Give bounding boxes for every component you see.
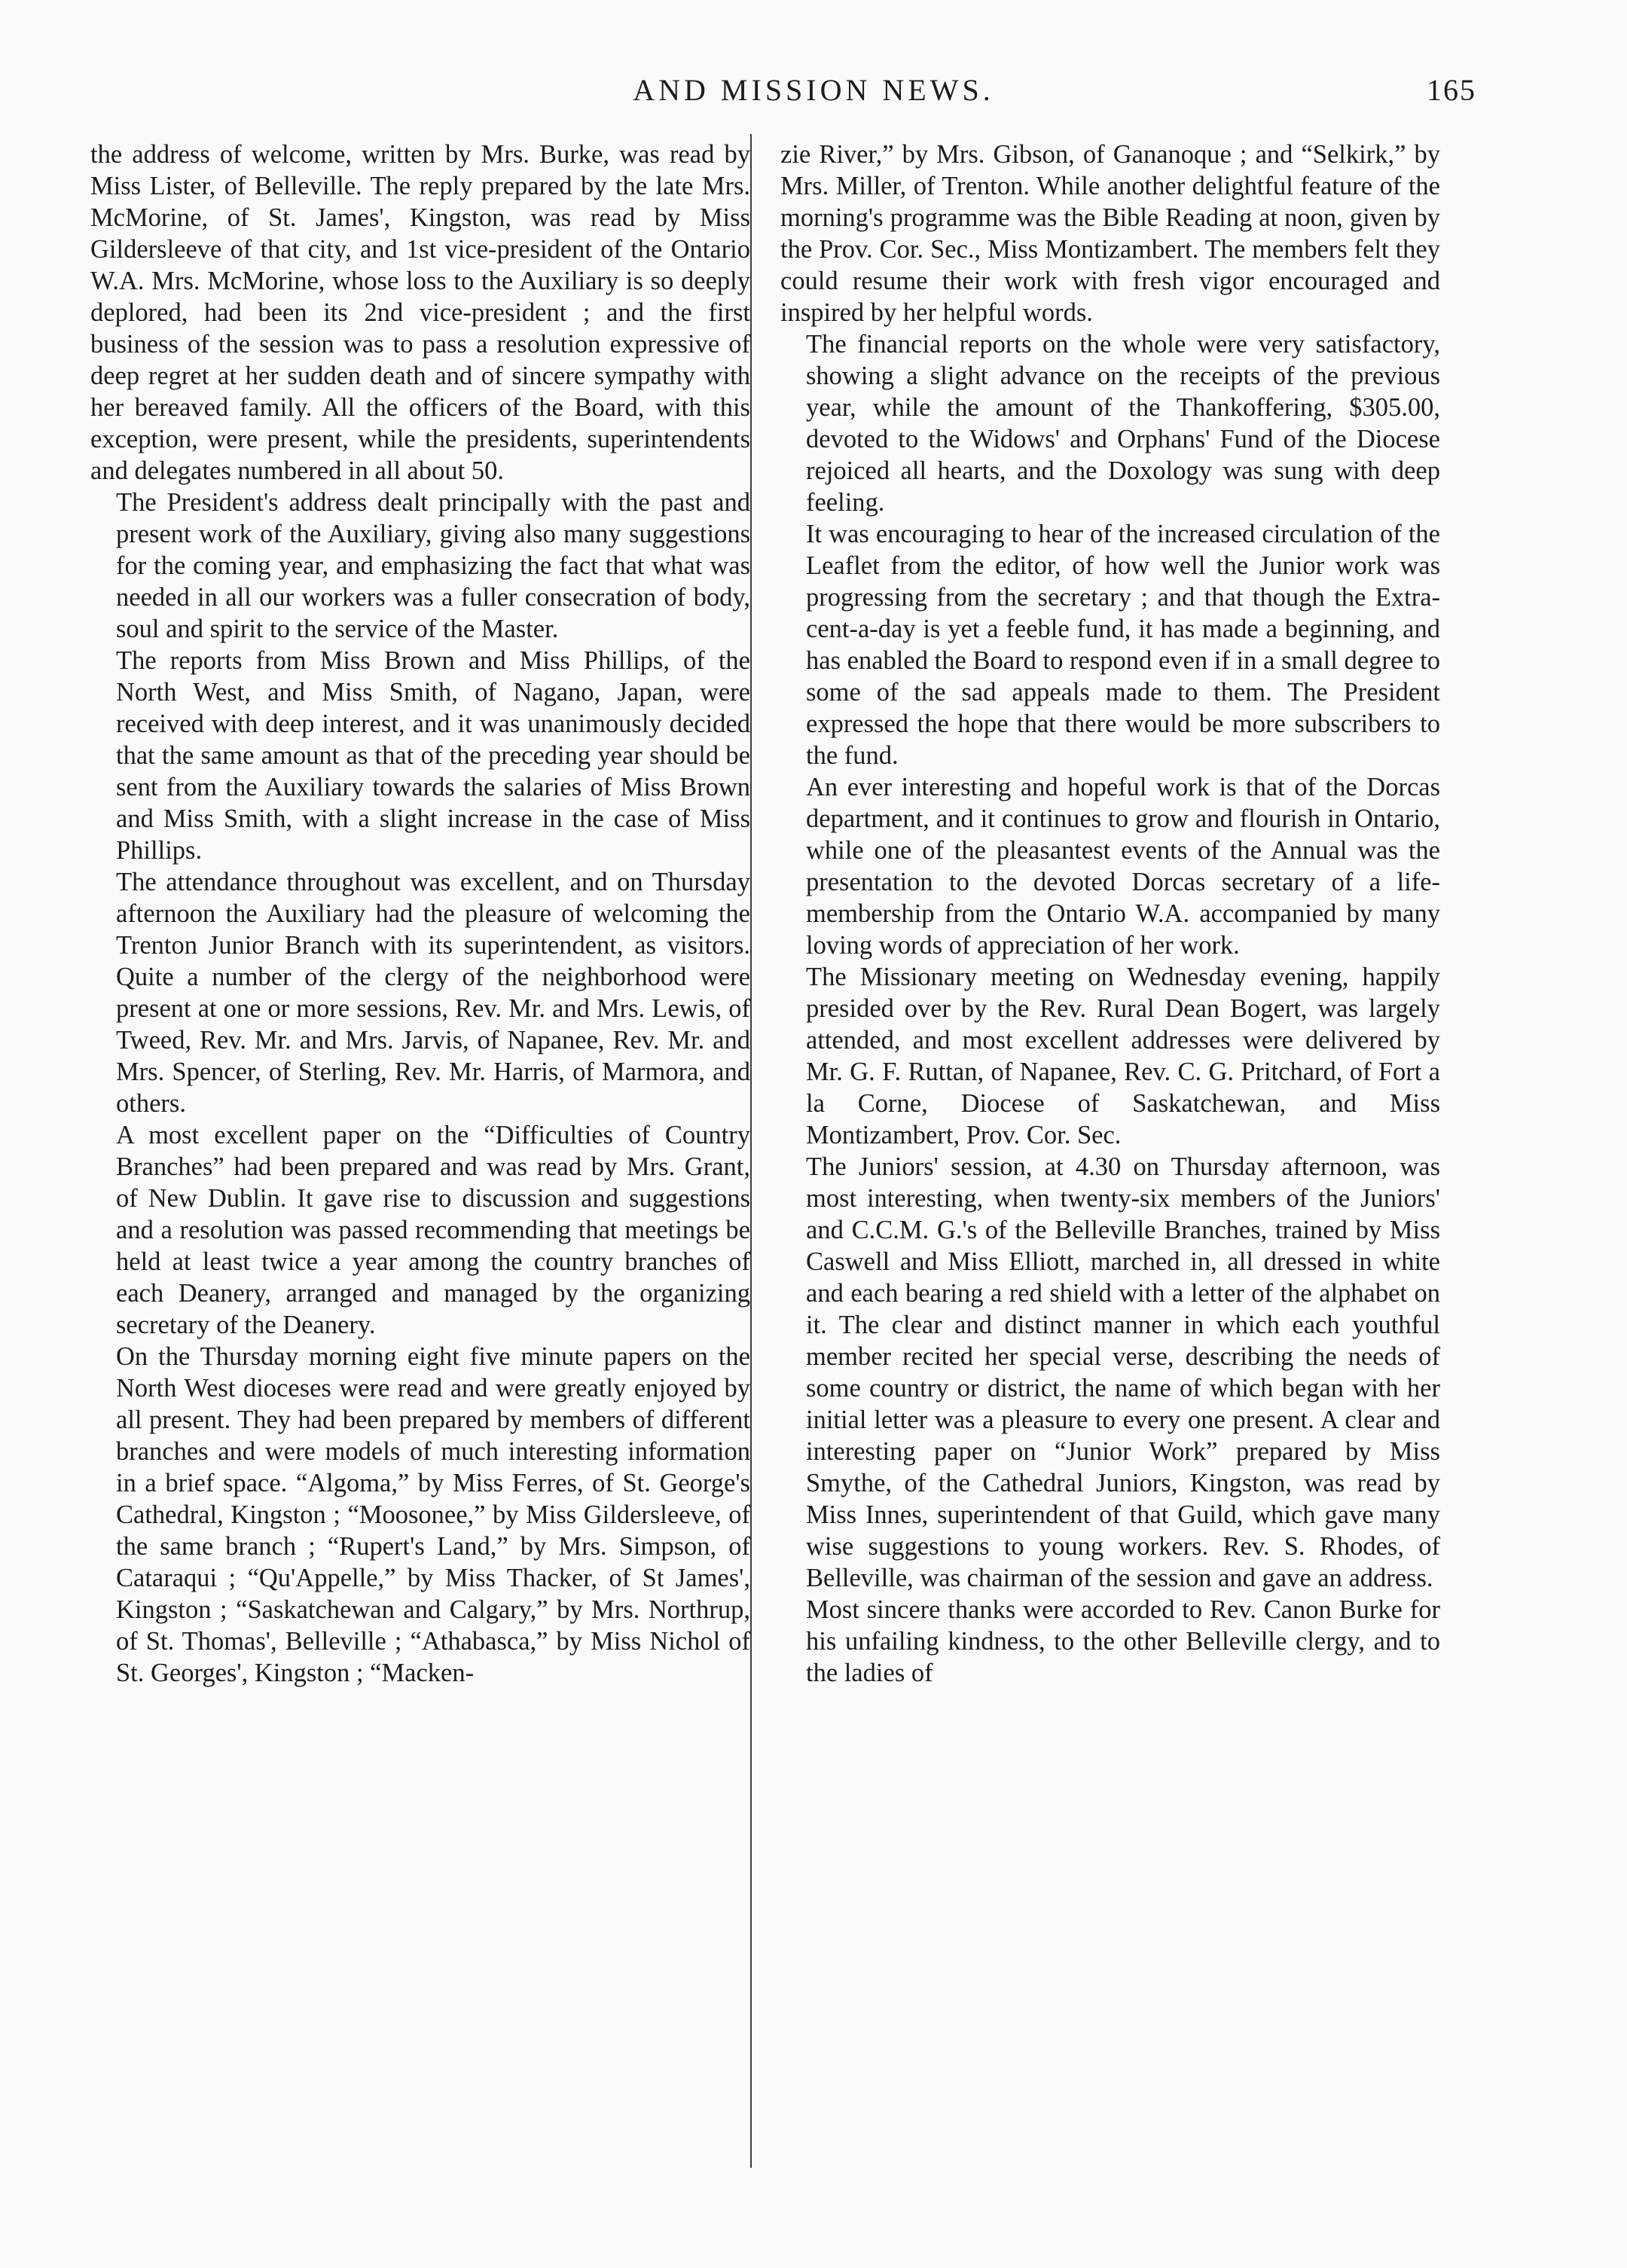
- left-column: [90, 139, 750, 1689]
- paragraph: The financial reports on the whole were very satisfactory, showing a slight advance on the receipts of the previous year, while the amount of the Thankoffering, $305.00, devoted to the Widows' and Orphans' Fund of the Diocese rejoiced all hearts, and the Doxology was sung with deep feeling.: [806, 330, 1440, 517]
- paragraph: Most sincere thanks were accorded to Rev. Canon Burke for his unfailing kindness, to the other Belleville clergy, and to the ladies of: [806, 1595, 1440, 1687]
- paragraph: It was encouraging to hear of the increased circulation of the Leaflet from the editor, of how well the Junior work was progressing from the secretary ; and that though the Extra-cent-a-day is yet a feeble fund, it has made a beginning, and has enabled the Board to respond even if in a small degree to some of the sad appeals made to them. The President expressed the hope that there would be more subscribers to the fund.: [806, 520, 1440, 770]
- paragraph: The President's address dealt principally with the past and present work of the Auxiliary, giving also many suggestions for the coming year, and emphasizing the fact that what was needed in all our workers was a fuller consecration of body, soul and spirit to the service of the Master.: [116, 488, 750, 643]
- paragraph: On the Thursday morning eight five minute papers on the North West dioceses were read and were greatly enjoyed by all present. They had been prepared by members of different branches and were models of much interesting information in a brief space. “Algoma,” by Miss Ferres, of St. George's Cathedral, Kingston ; “Moosonee,” by Miss Gildersleeve, of the same branch ; “Rupert's Land,” by Mrs. Simpson, of Cataraqui ; “Qu'Appelle,” by Miss Thacker, of St James', Kingston ; “Saskatchewan and Calgary,” by Mrs. Northrup, of St. Thomas', Belleville ; “Athabasca,” by Miss Nichol of St. Georges', Kingston ; “Macken-: [116, 1342, 750, 1687]
- paragraph: The Missionary meeting on Wednesday evening, happily presided over by the Rev. Rural Dean Bogert, was largely attended, and most excellent addresses were delivered by Mr. G. F. Ruttan, of Napanee, Rev. C. G. Pritchard, of Fort a la Corne, Diocese of Saskatchewan, and Miss Montizambert, Prov. Cor. Sec.: [806, 963, 1440, 1149]
- paragraph: The reports from Miss Brown and Miss Phillips, of the North West, and Miss Smith, of Nagano, Japan, were received with deep interest, and it was unanimously decided that the same amount as that of the preceding year should be sent from the Auxiliary towards the salaries of Miss Brown and Miss Smith, with a slight increase in the case of Miss Phillips.: [116, 646, 750, 865]
- column-rule: [750, 134, 752, 2168]
- paragraph: An ever interesting and hopeful work is that of the Dorcas department, and it continues to grow and flourish in Ontario, while one of the pleasantest events of the Annual was the presentation to the devoted Dorcas secretary of a life-membership from the Ontario W.A. accompanied by many loving words of appreciation of her work.: [806, 773, 1440, 960]
- running-head: AND MISSION NEWS.: [633, 73, 994, 107]
- paragraph: The attendance throughout was excellent, and on Thursday afternoon the Auxiliary had the pleasure of welcoming the Trenton Junior Branch with its superintendent, as visitors. Quite a number of the clergy of the neighborhood were present at one or more sessions, Rev. Mr. and Mrs. Lewis, of Tweed, Rev. Mr. and Mrs. Jarvis, of Napanee, Rev. Mr. and Mrs. Spencer, of Sterling, Rev. Mr. Harris, of Marmora, and others.: [116, 868, 750, 1118]
- paragraph: zie River,” by Mrs. Gibson, of Gananoque ; and “Selkirk,” by Mrs. Miller, of Trenton. While another delightful feature of the morning's programme was the Bible Reading at noon, given by the Prov. Cor. Sec., Miss Montizambert. The members felt they could resume their work with fresh vigor encouraged and inspired by her helpful words.: [780, 140, 1440, 327]
- page-header: [0, 72, 1627, 118]
- paragraph: The Juniors' session, at 4.30 on Thursday afternoon, was most interesting, when twenty-six members of the Juniors' and C.C.M. G.'s of the Belleville Branches, trained by Miss Caswell and Miss Elliott, marched in, all dressed in white and each bearing a red shield with a letter of the alphabet on it. The clear and distinct manner in which each youthful member recited her special verse, describing the needs of some country or district, the name of which began with her initial letter was a pleasure to every one present. A clear and interesting paper on “Junior Work” prepared by Miss Smythe, of the Cathedral Juniors, Kingston, was read by Miss Innes, superintendent of that Guild, which gave many wise suggestions to young workers. Rev. S. Rhodes, of Belleville, was chairman of the session and gave an address.: [806, 1152, 1440, 1592]
- paragraph: A most excellent paper on the “Difficulties of Country Branches” had been prepared and was read by Mrs. Grant, of New Dublin. It gave rise to discussion and suggestions and a resolution was passed recommending that meetings be held at least twice a year among the country branches of each Deanery, arranged and managed by the organizing secretary of the Deanery.: [116, 1121, 750, 1339]
- paragraph: the address of welcome, written by Mrs. Burke, was read by Miss Lister, of Belleville. The reply prepared by the late Mrs. McMorine, of St. James', Kingston, was read by Miss Gildersleeve of that city, and 1st vice-president of the Ontario W.A. Mrs. McMorine, whose loss to the Auxiliary is so deeply deplored, had been its 2nd vice-president ; and the first business of the session was to pass a resolution expressive of deep regret at her sudden death and of sincere sympathy with her bereaved family. All the officers of the Board, with this exception, were present, while the presidents, superintendents and delegates numbered in all about 50.: [90, 140, 750, 485]
- page-number: 165: [1427, 73, 1476, 107]
- right-column: [780, 139, 1440, 1689]
